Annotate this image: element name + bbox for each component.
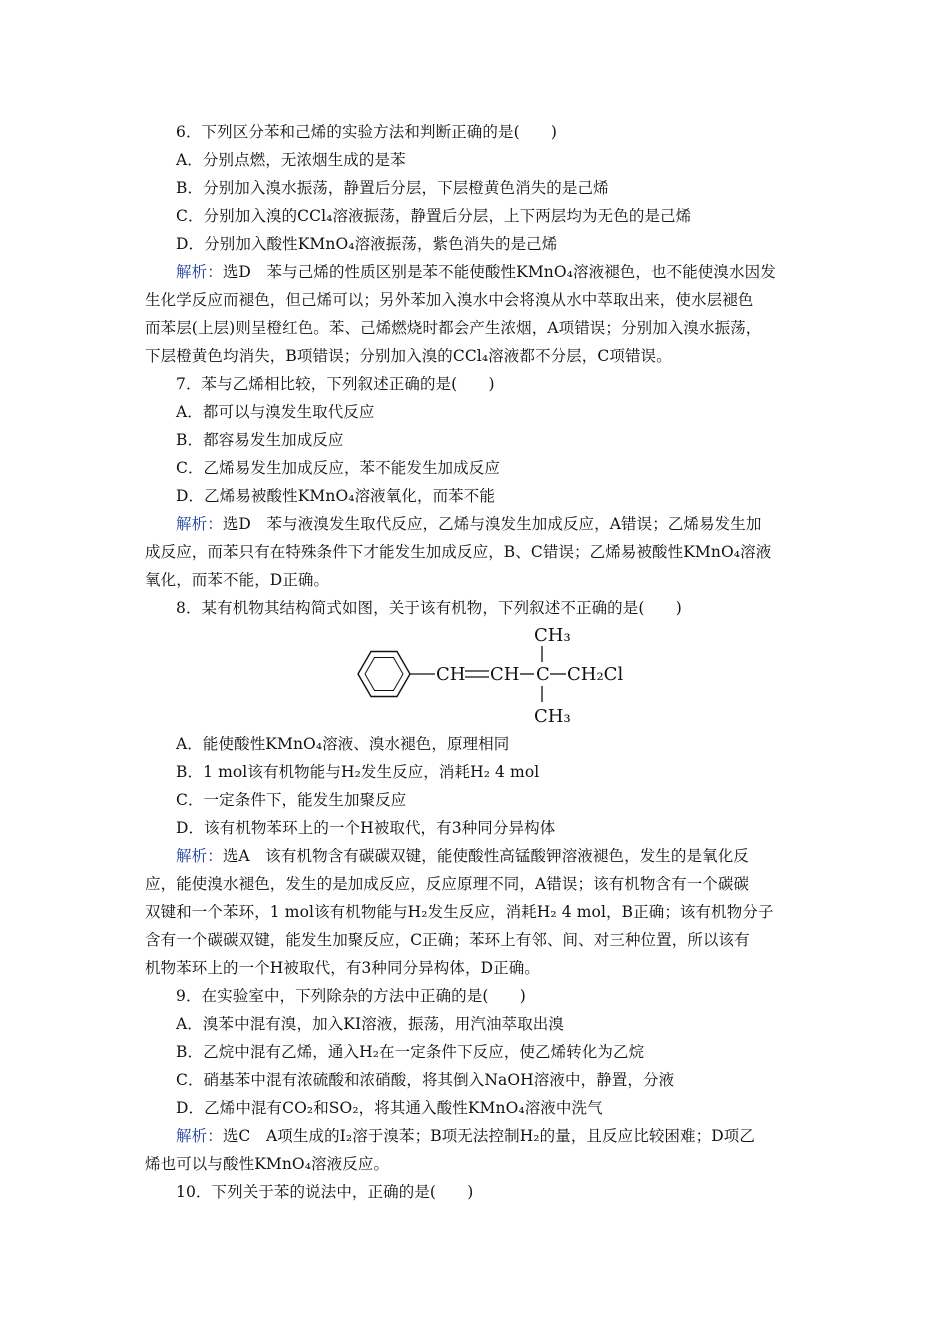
methyl-bottom: CH₃ [534,706,571,727]
structural-formula-svg [145,622,813,730]
option-a: A．分别点燃，无浓烟生成的是苯 [176,151,406,169]
chain-ch-2: CH [490,664,520,685]
analysis-line [145,510,813,538]
option-b: B．分别加入溴水振荡，静置后分层，下层橙黄色消失的是己烯 [176,179,609,197]
methyl-top: CH₃ [534,625,571,646]
option-a: A．能使酸性KMnO₄溶液、溴水褪色，原理相同 [176,735,510,753]
analysis-text: 选C A项生成的I₂溶于溴苯；B项无法控制H₂的量，且反应比较困难；D项乙 [222,1127,755,1145]
question-9 [145,982,813,1178]
option-d: D．乙烯中混有CO₂和SO₂，将其通入酸性KMnO₄溶液中洗气 [176,1099,603,1117]
analysis-line: 应，能使溴水褪色，发生的是加成反应，反应原理不同，A错误；该有机物含有一个碳碳 [145,875,750,893]
analysis-label: 解析： [176,263,223,281]
option-a: A．都可以与溴发生取代反应 [176,403,375,421]
question-stem: 9．在实验室中，下列除杂的方法中正确的是( ) [176,987,526,1005]
analysis-label: 解析： [176,1127,223,1145]
analysis-line: 烯也可以与酸性KMnO₄溶液反应。 [145,1155,390,1173]
question-10 [145,1178,813,1206]
question-stem: 7．苯与乙烯相比较，下列叙述正确的是( ) [176,375,495,393]
option-d: D．乙烯易被酸性KMnO₄溶液氧化，而苯不能 [176,487,495,505]
analysis-label: 解析： [176,847,223,865]
question-stem: 10．下列关于苯的说法中，正确的是( ) [176,1183,474,1201]
analysis-text: 选D 苯与己烯的性质区别是苯不能使酸性KMnO₄溶液褪色，也不能使溴水因发 [222,263,776,281]
chain-ch-1: CH [436,664,466,685]
central-carbon: C [536,664,550,685]
document-content [145,118,813,1206]
option-b: B．都容易发生加成反应 [176,431,344,449]
benzene-ring [358,652,410,697]
option-d: D．该有机物苯环上的一个H被取代，有3种同分异构体 [176,819,556,837]
option-c: C．乙烯易发生加成反应，苯不能发生加成反应 [176,459,500,477]
analysis-line: 氧化，而苯不能，D正确。 [145,571,330,589]
question-7 [145,370,813,594]
analysis-text: 选A 该有机物含有碳碳双键，能使酸性高锰酸钾溶液褪色，发生的是氧化反 [222,847,749,865]
analysis-line: 含有一个碳碳双键，能发生加聚反应，C正确；苯环上有邻、间、对三种位置，所以该有 [145,931,750,949]
option-c: C．一定条件下，能发生加聚反应 [176,791,407,809]
analysis-label: 解析： [176,515,223,533]
option-c: C．硝基苯中混有浓硫酸和浓硝酸，将其倒入NaOH溶液中，静置，分液 [176,1071,675,1089]
analysis-line [145,842,813,870]
question-stem: 8．某有机物其结构简式如图，关于该有机物，下列叙述不正确的是( ) [176,599,682,617]
option-a: A．溴苯中混有溴，加入KI溶液，振荡，用汽油萃取出溴 [176,1015,564,1033]
analysis-line: 成反应，而苯只有在特殊条件下才能发生加成反应，B、C错误；乙烯易被酸性KMnO₄溶液 [145,543,772,561]
analysis-line: 下层橙黄色均消失，B项错误；分别加入溴的CCl₄溶液都不分层，C项错误。 [145,347,672,365]
option-b: B．乙烷中混有乙烯，通入H₂在一定条件下反应，使乙烯转化为乙烷 [176,1043,645,1061]
analysis-line: 双键和一个苯环，1 mol该有机物能与H₂发生反应，消耗H₂ 4 mol，B正确；该有机物分子 [145,903,774,921]
ch2cl-group: CH₂Cl [567,664,624,685]
benzene-inner-ring [365,658,403,691]
analysis-line: 机物苯环上的一个H被取代，有3种同分异构体，D正确。 [145,959,540,977]
analysis-line: 而苯层(上层)则呈橙红色。苯、己烯燃烧时都会产生浓烟，A项错误；分别加入溴水振荡， [145,319,762,337]
question-6 [145,118,813,370]
option-c: C．分别加入溴的CCl₄溶液振荡，静置后分层，上下两层均为无色的是己烯 [176,207,692,225]
analysis-line: 生化学反应而褪色，但己烯可以；另外苯加入溴水中会将溴从水中萃取出来，使水层褪色 [145,291,754,309]
analysis-line [145,258,813,286]
option-b: B．1 mol该有机物能与H₂发生反应，消耗H₂ 4 mol [176,763,540,781]
question-8 [145,594,813,982]
structural-formula-figure [145,622,813,730]
question-stem: 6．下列区分苯和己烯的实验方法和判断正确的是( ) [176,123,558,141]
analysis-line [145,1122,813,1150]
option-d: D．分别加入酸性KMnO₄溶液振荡，紫色消失的是己烯 [176,235,558,253]
analysis-text: 选D 苯与液溴发生取代反应，乙烯与溴发生加成反应，A错误；乙烯易发生加 [222,515,762,533]
